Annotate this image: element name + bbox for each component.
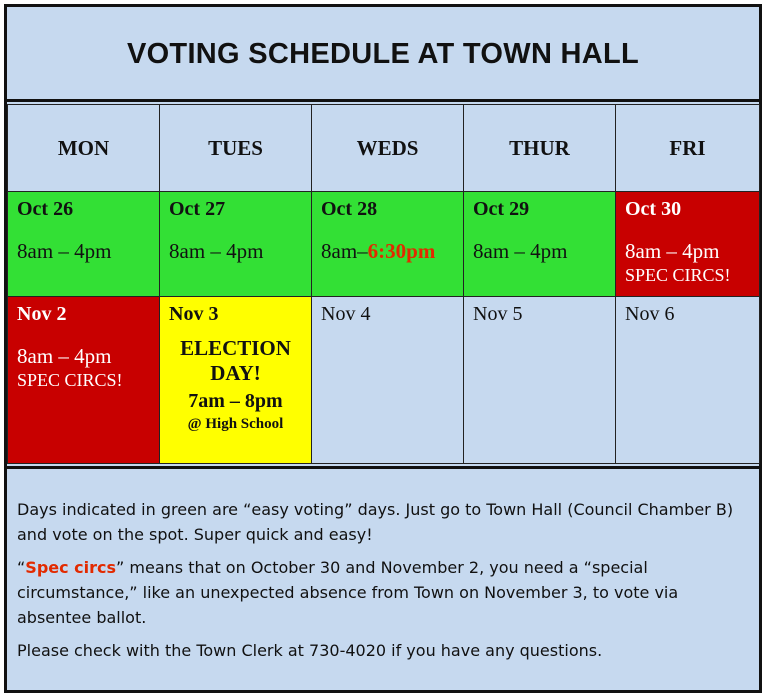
note-easy-voting: Days indicated in green are “easy voting” days. Just go to Town Hall (Council Chamber B) and vote on the spot. Super quick and easy! bbox=[17, 500, 734, 544]
election-line-1: ELECTION bbox=[180, 336, 291, 360]
day-header-fri: FRI bbox=[616, 105, 760, 192]
day-cell-nov-5 bbox=[464, 297, 616, 464]
day-header-row bbox=[8, 105, 760, 192]
day-header-tues: TUES bbox=[160, 105, 312, 192]
cell-date: Oct 26 bbox=[17, 198, 74, 220]
schedule-table bbox=[7, 104, 760, 464]
spec-circs-note: SPEC CIRCS! bbox=[625, 265, 731, 285]
spec-circs-term: Spec circs bbox=[25, 558, 117, 577]
cell-date: Oct 27 bbox=[169, 198, 226, 220]
cell-date: Nov 3 bbox=[169, 303, 219, 325]
cell-date: Oct 30 bbox=[625, 198, 682, 220]
day-header-thur: THUR bbox=[464, 105, 616, 192]
day-cell-oct-26 bbox=[8, 192, 160, 297]
week-row-1 bbox=[8, 192, 760, 297]
notes-section bbox=[7, 466, 759, 690]
cell-date: Oct 29 bbox=[473, 198, 530, 220]
schedule-frame bbox=[4, 4, 762, 693]
cell-date: Nov 2 bbox=[17, 303, 67, 325]
day-header-mon: MON bbox=[8, 105, 160, 192]
cell-date: Nov 6 bbox=[625, 303, 675, 325]
election-hours: 7am – 8pm bbox=[188, 390, 283, 412]
cell-hours: 8am – 4pm bbox=[17, 344, 112, 368]
quote-open: “ bbox=[17, 558, 26, 577]
note-spec-circs-text: ” means that on October 30 and November 2, you need a “special circumstance,” like an unexpected absence from Town on November 3, to vote via absentee ballot. bbox=[17, 558, 679, 627]
cell-hours: 8am – 4pm bbox=[473, 239, 568, 263]
election-day-block bbox=[160, 326, 311, 434]
cell-date: Nov 5 bbox=[473, 303, 523, 325]
day-cell-nov-4 bbox=[312, 297, 464, 464]
cell-hours: 8am – 4pm bbox=[625, 239, 720, 263]
day-cell-oct-30 bbox=[616, 192, 760, 297]
spec-circs-note: SPEC CIRCS! bbox=[17, 370, 123, 390]
election-location: @ High School bbox=[187, 416, 284, 432]
election-line-2: DAY! bbox=[210, 361, 261, 385]
day-cell-oct-27 bbox=[160, 192, 312, 297]
hours-start: 8am– bbox=[321, 239, 368, 263]
week-row-2 bbox=[8, 297, 760, 464]
day-cell-nov-6 bbox=[616, 297, 760, 464]
day-cell-nov-3 bbox=[160, 297, 312, 464]
cell-hours: 8am – 4pm bbox=[169, 239, 264, 263]
title-bar bbox=[7, 7, 759, 102]
cell-date: Nov 4 bbox=[321, 303, 371, 325]
day-header-weds: WEDS bbox=[312, 105, 464, 192]
day-cell-oct-29 bbox=[464, 192, 616, 297]
hours-end-late: 6:30pm bbox=[367, 239, 436, 263]
page-title: VOTING SCHEDULE AT TOWN HALL bbox=[126, 37, 640, 70]
cell-date: Oct 28 bbox=[321, 198, 378, 220]
cell-hours: 8am – 4pm bbox=[17, 239, 112, 263]
cell-hours bbox=[312, 221, 463, 264]
day-cell-nov-2 bbox=[8, 297, 160, 464]
note-contact: Please check with the Town Clerk at 730-4020 if you have any questions. bbox=[17, 641, 603, 660]
day-cell-oct-28 bbox=[312, 192, 464, 297]
note-spec-circs bbox=[17, 555, 751, 630]
